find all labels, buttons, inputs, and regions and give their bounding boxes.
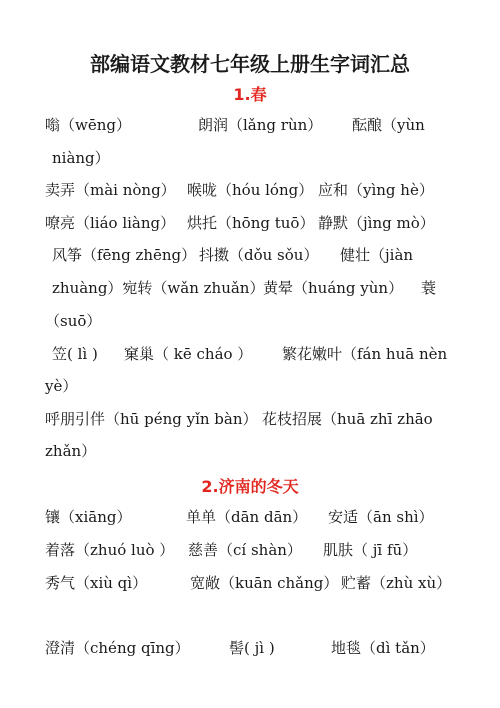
vocab-entry: 单单（dān dān）: [186, 508, 308, 526]
section-heading-1: 1.春: [233, 85, 267, 104]
vocab-entry: zhuàng）宛转（wǎn zhuǎn）: [52, 279, 265, 297]
vocab-entry: 烘托（hōng tuō）: [187, 214, 315, 232]
vocab-entry: 酝酿（yùn: [352, 116, 425, 134]
vocab-entry: 健壮（jiàn: [340, 246, 414, 264]
vocab-entry: 蓑: [421, 279, 437, 297]
vocab-entry: yè）: [45, 377, 78, 395]
section-heading-2: 2.济南的冬天: [201, 477, 299, 496]
vocab-entry: 镶（xiāng）: [45, 508, 132, 526]
vocab-entry: 嘹亮（liáo liàng）: [45, 214, 176, 232]
vocab-entry: 喉咙（hóu lóng）: [187, 181, 314, 199]
vocab-entry: 宽敞（kuān chǎng）: [190, 574, 339, 592]
vocab-entry: 窠巢（ kē cháo ）: [124, 345, 253, 363]
vocab-entry: 嗡（wēng）: [45, 116, 131, 134]
vocab-entry: 肌肤（ jī fū）: [323, 541, 418, 559]
vocab-entry: 风筝（fēng zhēng）: [52, 246, 197, 264]
vocab-entry: niàng）: [52, 149, 110, 167]
vocab-entry: 着落（zhuó luò ）: [45, 541, 175, 559]
vocab-entry: 慈善（cí shàn）: [188, 541, 302, 559]
vocab-entry: 卖弄（mài nòng）: [45, 181, 176, 199]
vocab-entry: 贮蓄（zhù xù）: [341, 574, 452, 592]
vocab-entry: 黄晕（huáng yùn）: [263, 279, 404, 297]
vocab-entry: 秀气（xiù qì）: [45, 574, 148, 592]
vocab-entry: 抖擞（dǒu sǒu）: [199, 246, 319, 264]
vocab-entry: 笠( lì ): [52, 345, 98, 363]
page-title: 部编语文教材七年级上册生字词汇总: [90, 52, 410, 76]
vocab-entry: zhǎn）: [45, 442, 97, 460]
vocab-entry: 呼朋引伴（hū péng yǐn bàn）: [45, 410, 258, 428]
vocab-entry: 髻( jì ): [229, 639, 275, 657]
vocab-entry: 地毯（dì tǎn）: [331, 639, 435, 657]
vocab-entry: 繁花嫩叶（fán huā nèn: [282, 345, 448, 363]
vocab-entry: 澄清（chéng qīng）: [45, 639, 190, 657]
vocab-entry: 静默（jìng mò）: [318, 214, 435, 232]
vocab-entry: 朗润（lǎng rùn）: [198, 116, 323, 134]
vocab-entry: 花枝招展（huā zhī zhāo: [262, 410, 433, 428]
vocab-entry: 安适（ān shì）: [328, 508, 434, 526]
vocab-entry: 应和（yìng hè）: [318, 181, 434, 199]
vocab-entry: （suō）: [45, 312, 102, 330]
